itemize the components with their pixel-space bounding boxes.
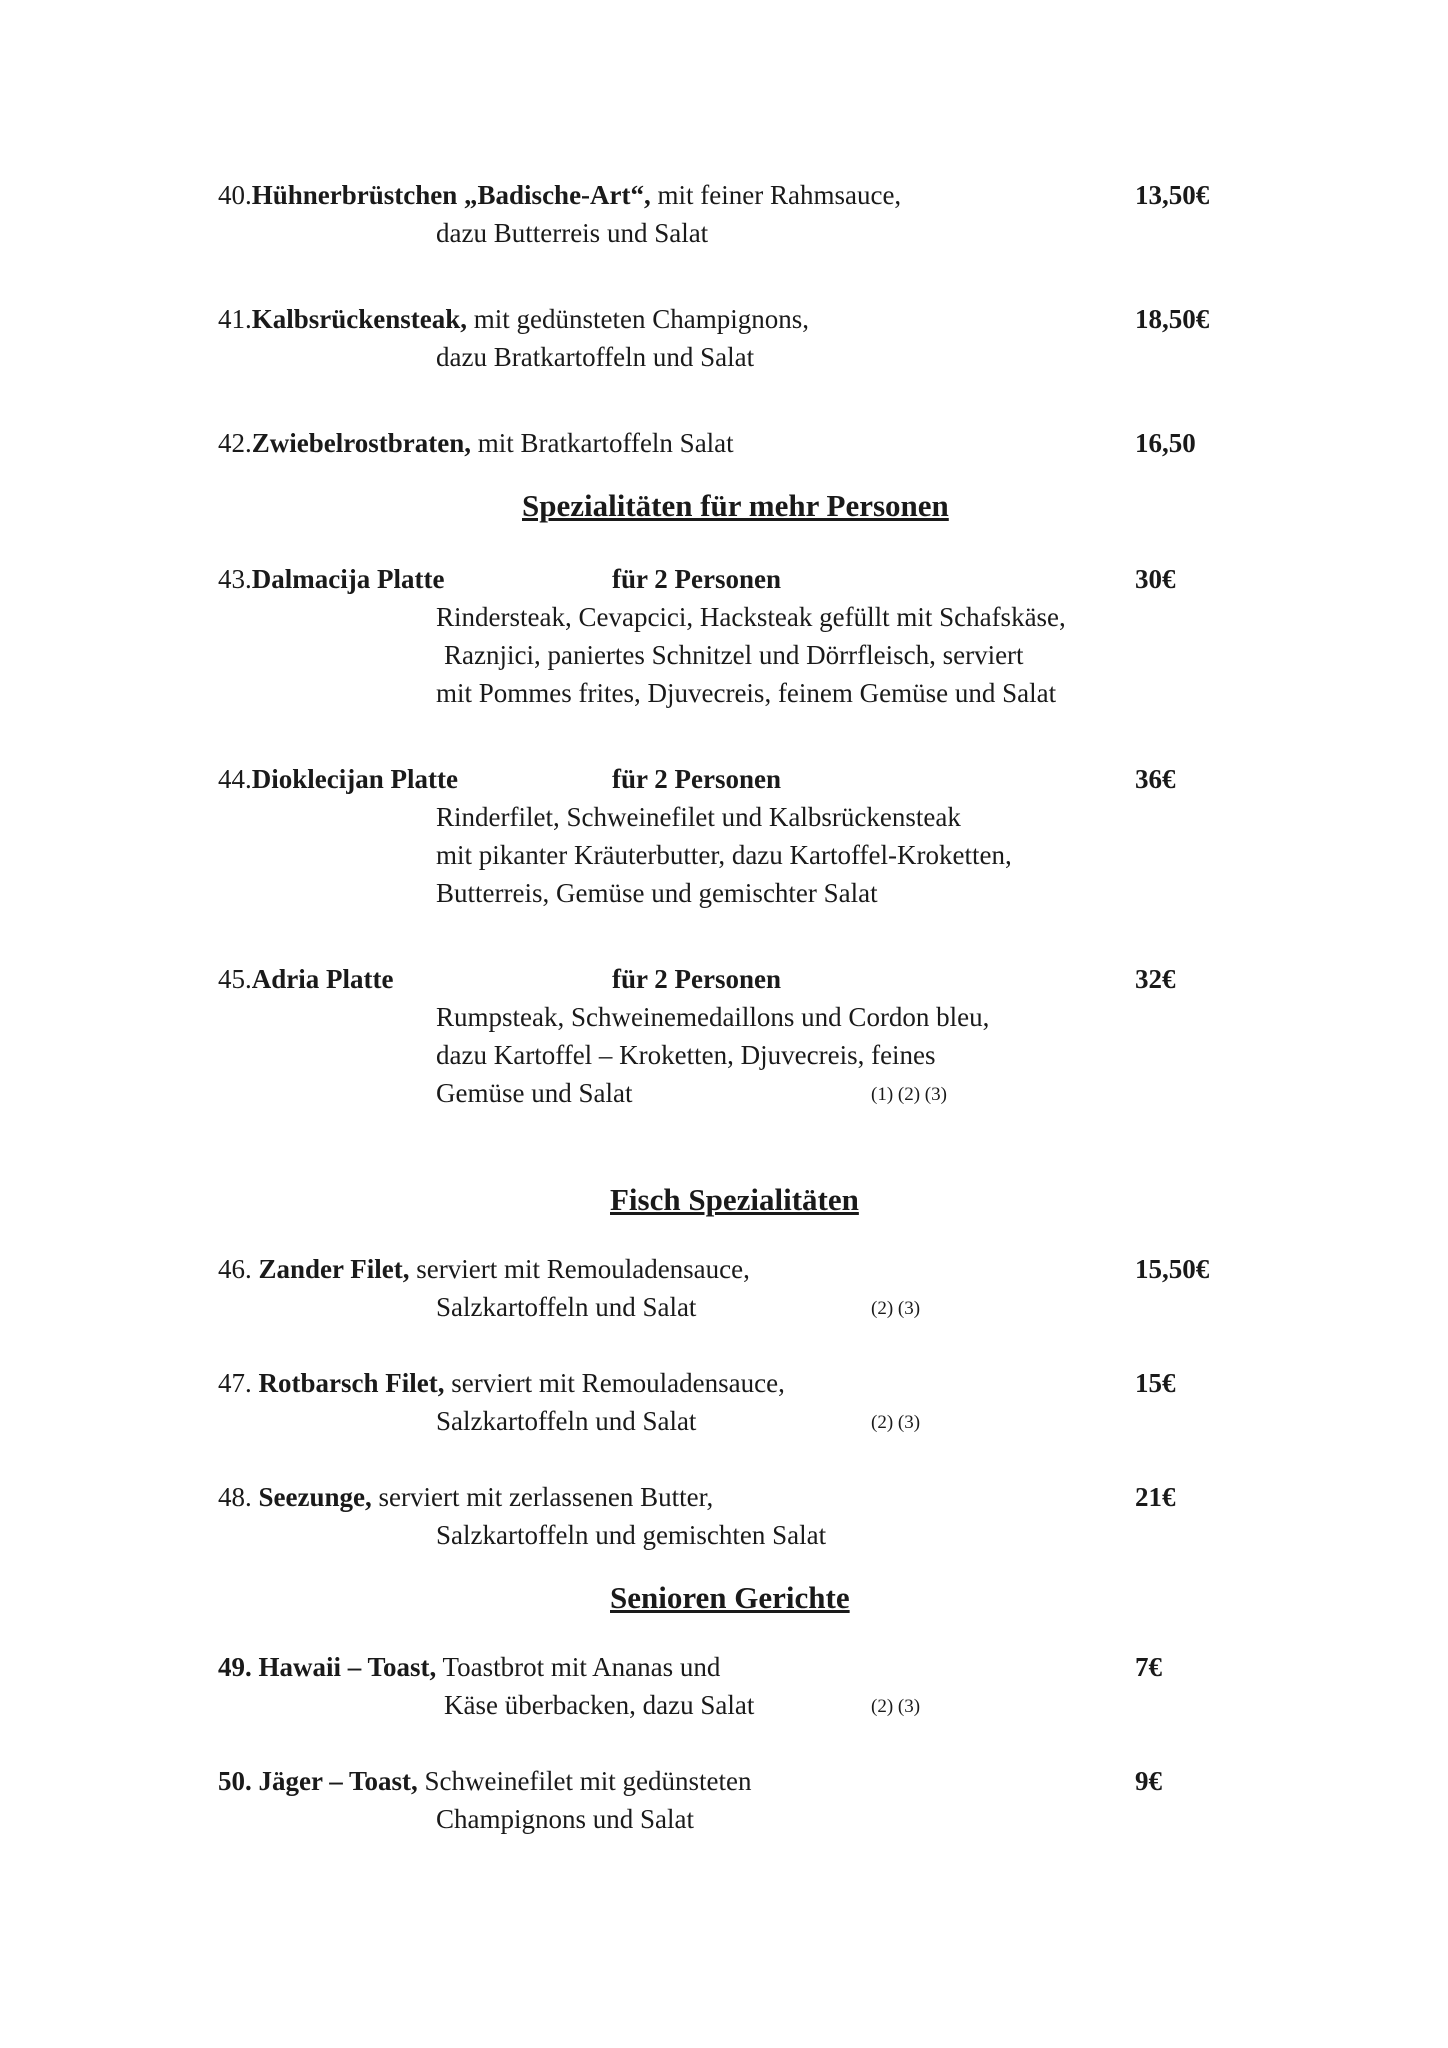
item-headline	[218, 300, 809, 338]
item-number: 43.	[218, 564, 252, 594]
item-price: 15€	[1135, 1368, 1176, 1398]
item-description: Champignons und Salat	[436, 1804, 694, 1834]
item-text: serviert mit zerlassenen Butter,	[371, 1482, 714, 1512]
section-title-mehr-personen: Spezialitäten für mehr Personen	[522, 488, 949, 523]
item-number: 48.	[218, 1482, 252, 1512]
item-text: Schweinefilet mit gedünsteten	[417, 1766, 752, 1796]
item-headline	[218, 1364, 785, 1402]
item-name: Kalbsrückensteak,	[251, 304, 468, 334]
allergen-codes: (2) (3)	[871, 1696, 921, 1717]
allergen-codes: (2) (3)	[871, 1412, 921, 1433]
item-price: 9€	[1135, 1766, 1162, 1796]
item-text: serviert mit Remouladensauce,	[444, 1368, 785, 1398]
item-headline	[218, 760, 458, 798]
item-name: Hawaii – Toast,	[258, 1652, 437, 1682]
item-number: 50.	[218, 1766, 252, 1796]
item-number: 46.	[218, 1254, 252, 1284]
item-description: Rindersteak, Cevapcici, Hacksteak gefüllt mit Schafskäse,	[436, 602, 1066, 632]
item-text: mit Bratkartoffeln Salat	[470, 428, 734, 458]
item-description: Rumpsteak, Schweinemedaillons und Cordon bleu,	[436, 1002, 990, 1032]
item-description: Salzkartoffeln und gemischten Salat	[436, 1520, 827, 1550]
item-name: Jäger – Toast,	[258, 1766, 418, 1796]
item-description: Raznjici, paniertes Schnitzel und Dörrfleisch, serviert	[444, 640, 1024, 670]
item-name: Rotbarsch Filet,	[258, 1368, 445, 1398]
item-headline	[218, 560, 444, 598]
item-number: 49.	[218, 1652, 252, 1682]
item-headline	[218, 1648, 720, 1686]
item-description: mit Pommes frites, Djuvecreis, feinem Gemüse und Salat	[436, 678, 1057, 708]
item-price: 30€	[1135, 564, 1176, 594]
item-description: Käse überbacken, dazu Salat	[444, 1690, 755, 1720]
item-price: 15,50€	[1135, 1254, 1210, 1284]
item-name: Dioklecijan Platte	[251, 764, 458, 794]
item-headline	[218, 176, 901, 214]
item-headline	[218, 1762, 751, 1800]
item-price: 36€	[1135, 764, 1176, 794]
item-number: 44.	[218, 764, 252, 794]
item-name: Dalmacija Platte	[251, 564, 445, 594]
item-persons: für 2 Personen	[612, 764, 781, 794]
allergen-codes: (2) (3)	[871, 1298, 921, 1319]
item-description: Butterreis, Gemüse und gemischter Salat	[436, 878, 878, 908]
item-price: 7€	[1135, 1652, 1162, 1682]
item-description: Salzkartoffeln und Salat	[436, 1406, 697, 1436]
item-price: 16,50	[1135, 428, 1196, 458]
item-headline	[218, 960, 393, 998]
item-name: Hühnerbrüstchen „Badische-Art“,	[251, 180, 651, 210]
item-headline	[218, 1478, 713, 1516]
item-price: 18,50€	[1135, 304, 1210, 334]
allergen-codes: (1) (2) (3)	[871, 1084, 947, 1105]
item-name: Adria Platte	[251, 964, 394, 994]
item-description: dazu Bratkartoffeln und Salat	[436, 342, 755, 372]
item-persons: für 2 Personen	[612, 564, 781, 594]
item-number: 41.	[218, 304, 252, 334]
item-description: mit pikanter Kräuterbutter, dazu Kartoffel-Kroketten,	[436, 840, 1012, 870]
item-text: serviert mit Remouladensauce,	[409, 1254, 750, 1284]
item-persons: für 2 Personen	[612, 964, 781, 994]
item-headline	[218, 424, 734, 462]
item-name: Zwiebelrostbraten,	[251, 428, 471, 458]
item-text: Toastbrot mit Ananas und	[436, 1652, 721, 1682]
item-price: 32€	[1135, 964, 1176, 994]
item-name: Zander Filet,	[258, 1254, 410, 1284]
section-title-senioren: Senioren Gerichte	[610, 1580, 850, 1615]
item-price: 21€	[1135, 1482, 1176, 1512]
item-description: Rinderfilet, Schweinefilet und Kalbsrückensteak	[436, 802, 961, 832]
section-title-fisch: Fisch Spezialitäten	[610, 1182, 859, 1217]
item-name: Seezunge,	[258, 1482, 372, 1512]
item-description: Gemüse und Salat	[436, 1078, 633, 1108]
item-number: 47.	[218, 1368, 252, 1398]
item-number: 45.	[218, 964, 252, 994]
item-price: 13,50€	[1135, 180, 1210, 210]
item-description: dazu Butterreis und Salat	[436, 218, 709, 248]
item-number: 40.	[218, 180, 252, 210]
item-text: mit gedünsteten Champignons,	[467, 304, 810, 334]
item-description: dazu Kartoffel – Kroketten, Djuvecreis, feines	[436, 1040, 936, 1070]
item-number: 42.	[218, 428, 252, 458]
item-text: mit feiner Rahmsauce,	[650, 180, 902, 210]
item-headline	[218, 1250, 750, 1288]
item-description: Salzkartoffeln und Salat	[436, 1292, 697, 1322]
